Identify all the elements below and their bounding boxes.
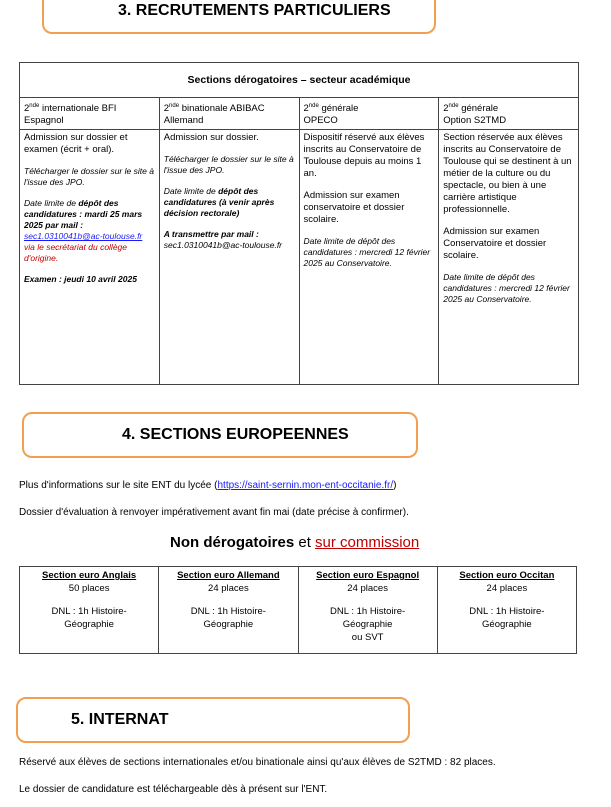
info-paragraph: Plus d'informations sur le site ENT du lycée (https://saint-sernin.mon-ent-occitanie.fr/) — [19, 480, 397, 491]
col-header-s2tmd: 2nde générale Option S2TMD — [439, 98, 579, 130]
euro-cell-occitan: Section euro Occitan 24 places DNL : 1h Histoire- Géographie — [437, 567, 576, 654]
section-3-title: 3. RECRUTEMENTS PARTICULIERS — [118, 2, 391, 19]
section-5-title: 5. INTERNAT — [71, 711, 169, 728]
euro-cell-espagnol: Section euro Espagnol 24 places DNL : 1h Histoire- Géographie ou SVT — [298, 567, 437, 654]
cell-abibac: Admission sur dossier. Télécharger le dossier sur le site à l'issue des JPO. Date limite de dépôt des candidatures (à venir après décision rectorale) A transmettre par mail : sec1.0310041b@ac-toulouse.fr — [159, 130, 299, 385]
col-header-bfi: 2nde internationale BFI Espagnol — [20, 98, 160, 130]
section-4-title: 4. SECTIONS EUROPEENNES — [122, 426, 349, 443]
exam-date: Examen : jeudi 10 avril 2025 — [24, 274, 137, 285]
cell-bfi: Admission sur dossier et examen (écrit + oral). Télécharger le dossier sur le site à l'issue des JPO. Date limite de dépôt des candidatures : mardi 25 mars 2025 par mail : sec1.0310041b@ac-toulouse.fr via le secrétariat du collège d'origine. Examen : jeudi 10 avril 2025 — [20, 130, 160, 385]
col-header-abibac: 2nde binationale ABIBAC Allemand — [159, 98, 299, 130]
euro-cell-allemand: Section euro Allemand 24 places DNL : 1h Histoire- Géographie — [159, 567, 298, 654]
ent-link[interactable]: https://saint-sernin.mon-ent-occitanie.fr/ — [217, 480, 394, 491]
section-4-heading-box — [22, 412, 418, 458]
internat-paragraph-1: Réservé aux élèves de sections internationales et/ou binationale ainsi qu'aux élèves de S2TMD : 82 places. — [19, 757, 496, 768]
euro-sections-table — [19, 566, 577, 654]
table-caption: Sections dérogatoires – secteur académique — [20, 63, 579, 98]
section-3-heading-box — [42, 0, 436, 34]
col-header-opeco: 2nde générale OPECO — [299, 98, 439, 130]
email-link[interactable]: sec1.0310041b@ac-toulouse.fr — [24, 231, 143, 242]
cell-opeco: Dispositif réservé aux élèves inscrits au Conservatoire de Toulouse depuis au moins 1 an. Admission sur examen conservatoire et dossier scolaire. Date limite de dépôt des candidatures : mercredi 12 février 2025 au Conservatoire. — [299, 130, 439, 385]
dossier-paragraph: Dossier d'évaluation à renvoyer impérativement avant fin mai (date précise à confirmer). — [19, 507, 409, 518]
cell-s2tmd: Section réservée aux élèves inscrits au Conservatoire de Toulouse qui se destinent à un métier de la culture ou du spectacle, ou bien à une carrière artistique professionnelle. Admission sur examen Conservatoire et dossier scolaire. Date limite de dépôt des candidatures : mercredi 12 février 2025 au Conservatoire. — [439, 130, 579, 385]
non-derogatory-heading: Non dérogatoires et sur commission — [170, 534, 420, 551]
section-5-heading-box — [16, 697, 410, 743]
euro-cell-anglais: Section euro Anglais 50 places DNL : 1h Histoire- Géographie — [20, 567, 159, 654]
derogatory-sections-table — [19, 62, 579, 385]
internat-paragraph-2: Le dossier de candidature est téléchargeable dès à présent sur l'ENT. — [19, 784, 328, 795]
